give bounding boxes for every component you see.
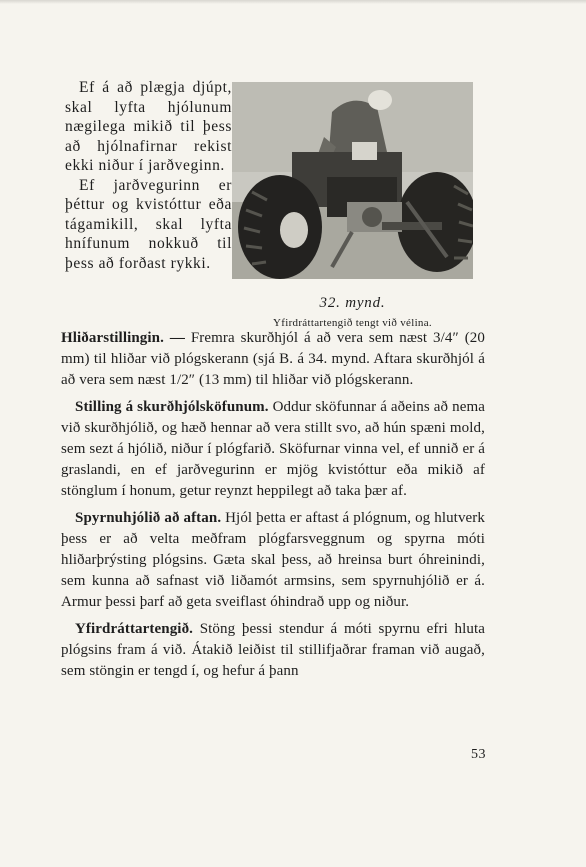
tractor-photo [232,82,473,279]
intro-paragraph: Ef á að plægja djúpt, skal lyfta hjólunum nægilega mikið til þess að hjólnafirnar rekist ekki niður í jarðveginn. [65,79,232,174]
intro-column [65,78,232,273]
section-text: Hjól þetta er aftast á plógnum, og hlutverk þess er að velta meðfram plógfarsveggnum og spyrna móti hliðarþrýsting plógsins. Gæta skal þess, að hreinsa burt óhreinindi, sem kunna að safnast við liðamót armsins, sem spyrnuhjólið er á. Armur þessi þarf að geta sveiflast óhindrað upp og niður. [61,509,486,611]
tractor-photo-image [232,82,473,279]
page-number: 53 [471,747,486,762]
section-heading: Hliðarstillingin. — [61,330,185,346]
section-heading: Spyrnuhjólið að aftan. [75,509,222,526]
section-text: Oddur sköfunnar á aðeins að nema við skurðhjólið, og hæð hennar að vera stillt svo, að hún spæni mold, sem sezt á hjólið, niður í plógfarið. Sköfurnar vinna vel, ef unnið er á graslandi, en ef jarðvegurinn er mjög kvistóttur eða mikið af stönglum í honum, getur reynzt heppilegt að taka þær af. [61,398,485,500]
page-edge-shadow [0,0,586,4]
figure-caption: Yfirdráttartengið tengt við vélina. [273,317,432,329]
section-heading: Stilling á skurðhjólsköfunum. [75,398,269,415]
section-paragraph [61,397,485,503]
figure-number: 32. mynd. [319,295,386,311]
intro-paragraph: Ef jarðvegurinn er þéttur og kvistóttur eða tágamikill, skal lyfta hnífunum nokkuð til þess að forðast rykki. [65,176,232,272]
section-text: Stöng þessi stendur á móti spyrnu efri hluta plógsins fram á við. Átakið leiðist til stillifjaðrar framan við augað, sem stöngin er tengd í, og hefur á þann [61,620,485,680]
section-paragraph [61,328,485,392]
section-heading: Yfirdráttartengið. [75,620,194,637]
section-paragraph [61,508,485,614]
section-text: Fremra skurðhjól á að vera sem næst 3/4″ (20 mm) til hliðar við plógskerann (sjá B. á 34. mynd. Aftara skurðhjól á að vera sem næst 1/2″ (13 mm) til hliðar við plógskerann. [61,330,486,389]
section-paragraph [61,619,485,683]
body-text [61,328,485,687]
